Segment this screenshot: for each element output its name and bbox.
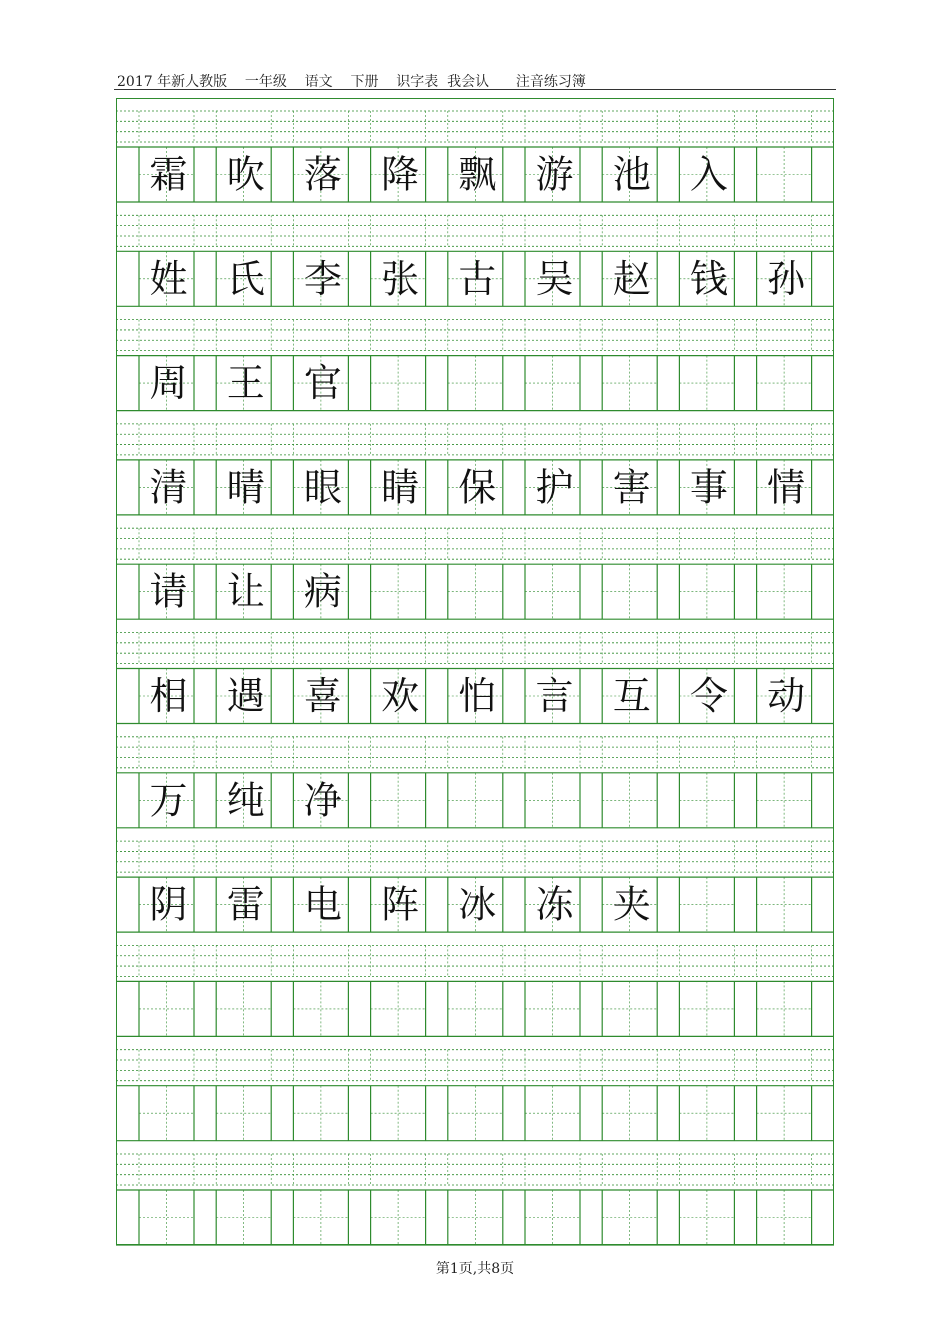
practice-character: 请 xyxy=(149,569,188,614)
practice-character: 落 xyxy=(303,152,342,197)
page-number: 第1页,共8页 xyxy=(435,1261,515,1277)
practice-character: 纯 xyxy=(226,778,265,823)
practice-character: 赵 xyxy=(612,256,651,301)
practice-character: 事 xyxy=(689,465,728,510)
practice-character: 令 xyxy=(689,674,728,718)
practice-character: 氏 xyxy=(226,256,265,301)
practice-character: 孙 xyxy=(767,256,806,301)
practice-character: 姓 xyxy=(149,256,188,301)
practice-character: 让 xyxy=(226,569,265,614)
practice-character: 相 xyxy=(149,674,188,718)
practice-character: 吴 xyxy=(535,256,574,301)
practice-character: 遇 xyxy=(226,674,265,718)
practice-character: 冰 xyxy=(458,882,497,927)
practice-character: 周 xyxy=(149,361,188,406)
practice-character: 言 xyxy=(535,674,574,718)
practice-character: 降 xyxy=(381,152,420,197)
practice-character: 夹 xyxy=(612,882,651,927)
practice-character: 阴 xyxy=(149,882,188,927)
practice-character: 官 xyxy=(303,361,342,406)
header-title: 2017 年新人教版 一年级 语文 下册 识字表 我会认 注音练习簿 xyxy=(117,74,586,90)
practice-character: 净 xyxy=(303,778,342,823)
practice-character: 张 xyxy=(381,256,420,301)
practice-character: 万 xyxy=(149,778,188,823)
practice-character: 游 xyxy=(535,152,574,197)
practice-character: 欢 xyxy=(381,674,420,718)
practice-character: 李 xyxy=(303,256,342,301)
practice-character: 怕 xyxy=(458,674,497,718)
practice-character: 飘 xyxy=(458,152,497,197)
practice-character: 情 xyxy=(767,465,806,510)
practice-character: 互 xyxy=(612,674,651,718)
practice-character: 睛 xyxy=(381,465,420,510)
practice-character: 钱 xyxy=(689,256,728,301)
practice-character: 眼 xyxy=(303,465,342,510)
practice-character: 古 xyxy=(458,256,497,301)
practice-character: 动 xyxy=(767,674,806,718)
practice-character: 王 xyxy=(226,361,265,406)
practice-character: 池 xyxy=(612,152,651,197)
practice-character: 霜 xyxy=(149,152,188,197)
practice-character: 冻 xyxy=(535,882,574,927)
practice-character: 护 xyxy=(535,465,574,510)
practice-character: 吹 xyxy=(226,152,265,197)
practice-character: 雷 xyxy=(226,882,265,927)
practice-character: 晴 xyxy=(226,465,265,510)
practice-character: 入 xyxy=(689,152,728,197)
practice-character: 保 xyxy=(458,465,497,510)
practice-character: 病 xyxy=(303,569,342,614)
practice-character: 喜 xyxy=(303,674,342,718)
practice-character: 电 xyxy=(303,882,342,927)
practice-character: 清 xyxy=(149,465,188,510)
practice-character: 阵 xyxy=(381,882,420,927)
practice-character: 害 xyxy=(612,465,651,510)
